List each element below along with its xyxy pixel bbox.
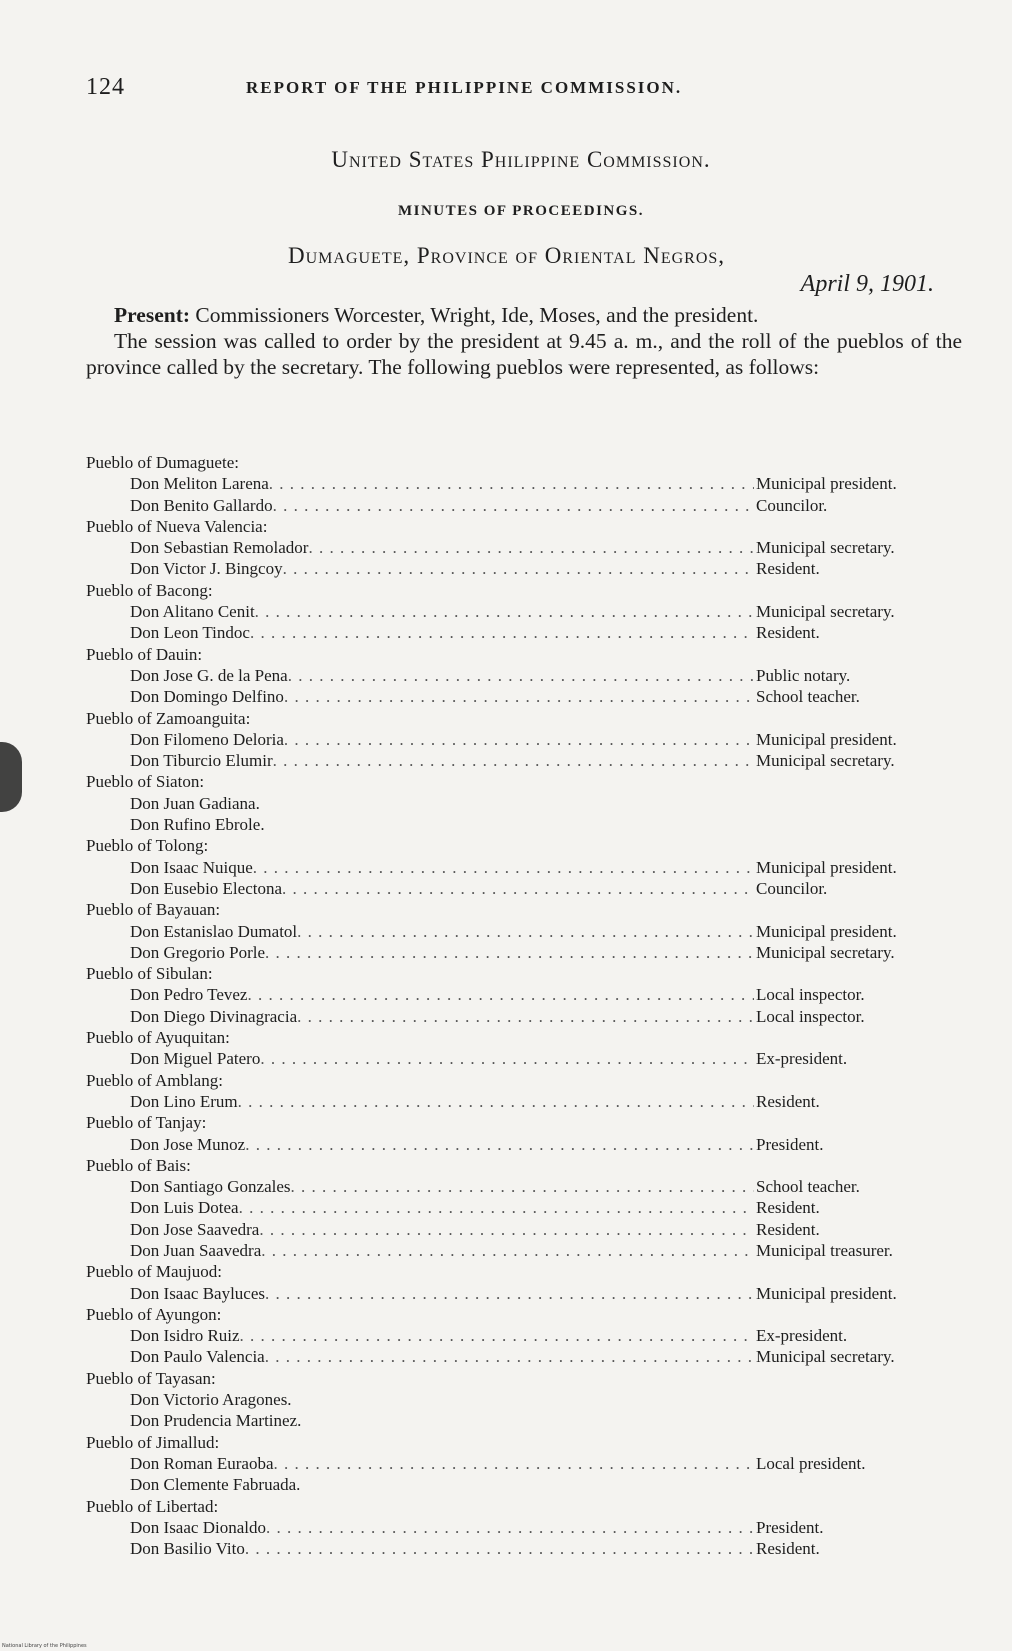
member-name: Don Isaac Nuique [130,857,253,877]
member-row [86,1134,966,1155]
member-row [86,878,966,899]
member-role: Municipal president. [756,1283,897,1303]
dot-leader [259,1219,754,1240]
member-row [86,665,966,686]
member-name: Don Roman Euraoba [130,1453,274,1473]
member-name: Don Domingo Delfino [130,687,284,707]
pueblo-heading: Pueblo of Sibulan: [86,964,213,984]
member-role: Resident. [756,1539,820,1559]
pueblo-heading: Pueblo of Dumaguete: [86,453,239,472]
member-row [86,1240,966,1261]
member-row [86,1091,966,1112]
member-role: Municipal secretary. [756,538,895,558]
pueblo-heading: Pueblo of Zamoanguita: [86,708,251,728]
member-row [86,473,966,494]
dot-leader [250,622,754,643]
member-row [86,1346,966,1367]
running-head: REPORT OF THE PHILIPPINE COMMISSION. [246,78,683,97]
dot-leader [245,1538,754,1559]
dot-leader [240,1325,754,1346]
member-name: Don Paulo Valencia [130,1347,265,1367]
member-row [86,1197,966,1218]
member-role: Resident. [756,1198,820,1218]
dot-leader [273,750,754,771]
member-row [86,814,966,835]
present-text: Commissioners Worcester, Wright, Ide, Moses, and the president. [190,303,759,327]
member-role: Municipal secretary. [756,602,895,622]
page-number: 124 [86,74,125,100]
member-role: School teacher. [756,687,860,707]
scan-smudge [0,742,22,812]
member-role: Municipal treasurer. [756,1240,893,1260]
member-name: Don Rufino Ebrole. [130,815,265,835]
dot-leader [288,665,754,686]
dot-leader [247,984,754,1005]
present-label: Present: [114,303,191,327]
member-row [86,1325,966,1346]
member-name: Don Clemente Fabruada. [130,1475,301,1495]
member-row [86,793,966,814]
member-row [86,942,966,963]
pueblo-heading: Pueblo of Bayauan: [86,900,221,920]
member-name: Don Lino Erum [130,1091,238,1111]
dot-leader [273,495,754,516]
member-name: Don Juan Gadiana. [130,793,260,813]
pueblo-heading: Pueblo of Siaton: [86,772,205,792]
present-paragraph [86,302,962,328]
member-role: Public notary. [756,665,851,685]
member-row [86,601,966,622]
dot-leader [284,729,754,750]
member-role: Resident. [756,559,820,579]
member-name: Don Tiburcio Elumir [130,751,273,771]
dot-leader [265,1346,754,1367]
member-row [86,1517,966,1538]
member-row [86,857,966,878]
member-role: Ex-president. [756,1326,848,1346]
dot-leader [265,1283,754,1304]
member-name: Don Isaac Bayluces [130,1283,266,1303]
dot-leader [255,601,754,622]
dot-leader [297,1006,754,1027]
member-row [86,1474,966,1495]
member-role: Resident. [756,623,820,643]
member-role: Resident. [756,1219,820,1239]
member-name: Don Estanislao Dumatol [130,921,298,941]
intro-text [86,302,962,380]
member-row [86,750,966,771]
member-row [86,495,966,516]
member-role: Councilor. [756,495,828,515]
member-name: Don Eusebio Electona [130,878,283,898]
member-name: Don Leon Tindoc [130,623,250,643]
member-row [86,1219,966,1240]
dot-leader [308,537,754,558]
pueblo-heading: Pueblo of Libertad: [86,1496,219,1516]
dot-leader [297,921,754,942]
dot-leader [239,1197,754,1218]
pueblo-heading: Pueblo of Tayasan: [86,1368,216,1388]
dot-leader [282,878,754,899]
member-row [86,686,966,707]
dot-leader [238,1091,754,1112]
member-role: Municipal secretary. [756,942,895,962]
member-name: Don Gregorio Porle [130,942,266,962]
pueblo-heading: Pueblo of Jimallud: [86,1432,220,1452]
footer-credit: National Library of the Philippines [2,1643,87,1649]
member-name: Don Jose G. de la Pena [130,665,288,685]
dot-leader [245,1134,754,1155]
member-name: Don Jose Saavedra [130,1219,260,1239]
member-name: Don Meliton Larena [130,474,269,494]
pueblo-heading: Pueblo of Ayuquitan: [86,1028,230,1048]
pueblo-heading: Pueblo of Amblang: [86,1070,223,1090]
member-name: Don Prudencia Martinez. [130,1411,302,1431]
pueblo-heading: Pueblo of Tanjay: [86,1113,207,1133]
member-role: Resident. [756,1091,820,1111]
dot-leader [253,857,754,878]
dot-leader [283,558,754,579]
member-role: Municipal president. [756,857,897,877]
member-role: School teacher. [756,1177,860,1197]
member-role: Municipal secretary. [756,1347,895,1367]
member-name: Don Luis Dotea [130,1198,239,1218]
date-line: April 9, 1901. [800,271,934,297]
pueblo-heading: Pueblo of Nueva Valencia: [86,516,268,536]
member-row [86,984,966,1005]
pueblo-heading: Pueblo of Tolong: [86,836,209,856]
pueblo-list [86,452,966,1559]
member-name: Don Juan Saavedra [130,1240,262,1260]
dot-leader [284,686,754,707]
member-name: Don Victor J. Bingcoy [130,559,283,579]
member-row [86,1176,966,1197]
member-row [86,1006,966,1027]
member-role: Local inspector. [756,985,865,1005]
member-name: Don Victorio Aragones. [130,1390,292,1410]
member-row [86,558,966,579]
session-paragraph: The session was called to order by the president at 9.45 a. m., and the roll of the pueblos of the province called by the secretary. The following pueblos were represented, as follows: [86,329,962,379]
member-row [86,1538,966,1559]
commission-title: United States Philippine Commission. [331,147,711,172]
member-name: Don Miguel Patero [130,1049,261,1069]
member-role: Ex-president. [756,1049,848,1069]
dot-leader [269,473,754,494]
dot-leader [261,1240,754,1261]
member-row [86,622,966,643]
member-row [86,537,966,558]
member-row [86,1048,966,1069]
member-role: Local president. [756,1453,866,1473]
member-role: President. [756,1134,824,1154]
pueblo-heading: Pueblo of Ayungon: [86,1304,222,1324]
dot-leader [266,1517,754,1538]
member-row [86,1389,966,1410]
dot-leader [265,942,754,963]
page-header [86,74,966,104]
member-role: Municipal president. [756,729,897,749]
member-row [86,1453,966,1474]
pueblo-heading: Pueblo of Maujuod: [86,1262,222,1282]
member-name: Don Basilio Vito [130,1539,245,1559]
member-row [86,1410,966,1431]
member-role: Councilor. [756,878,828,898]
member-row [86,921,966,942]
member-name: Don Diego Divinagracia [130,1006,298,1026]
member-name: Don Isidro Ruiz [130,1326,240,1346]
member-name: Don Santiago Gonzales [130,1177,291,1197]
pueblo-heading: Pueblo of Bais: [86,1155,191,1175]
member-name: Don Jose Munoz [130,1134,246,1154]
member-row [86,1283,966,1304]
place-line: Dumaguete, Province of Oriental Negros, [288,243,726,268]
member-name: Don Pedro Tevez [130,985,248,1005]
member-name: Don Isaac Dionaldo [130,1517,266,1537]
pueblo-heading: Pueblo of Dauin: [86,644,203,664]
dot-leader [260,1048,754,1069]
member-name: Don Sebastian Remolador [130,538,309,558]
minutes-title: MINUTES OF PROCEEDINGS. [397,203,645,219]
member-row [86,729,966,750]
member-name: Don Benito Gallardo [130,495,273,515]
member-name: Don Filomeno Deloria [130,729,284,749]
member-role: Local inspector. [756,1006,865,1026]
member-name: Don Alitano Cenit [130,602,255,622]
dot-leader [274,1453,754,1474]
member-role: Municipal president. [756,921,897,941]
member-role: Municipal secretary. [756,751,895,771]
member-role: President. [756,1517,824,1537]
member-role: Municipal president. [756,474,897,494]
dot-leader [291,1176,754,1197]
pueblo-heading: Pueblo of Bacong: [86,580,213,600]
